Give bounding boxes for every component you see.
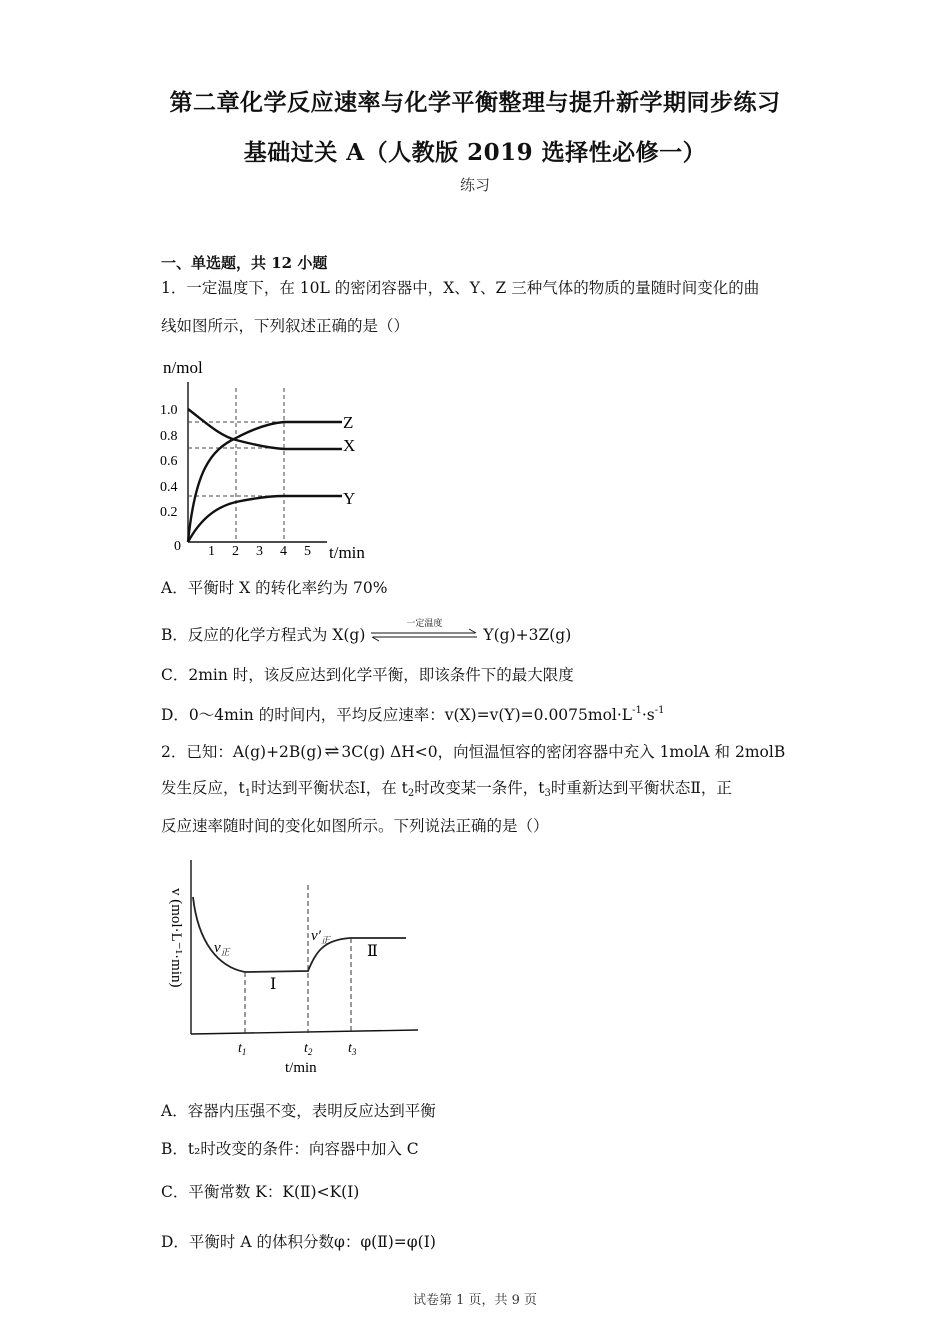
- q2-text: 时改变某一条件，t: [414, 779, 545, 797]
- q2-t3: $t_3$: [348, 1041, 357, 1057]
- page-footer: 试卷第 1 页，共 9 页: [412, 1293, 538, 1308]
- q1-origin: 0: [174, 539, 181, 554]
- q1-label-x: X: [343, 436, 356, 455]
- q1-option-b: [161, 619, 572, 644]
- q1-option-a: A．平衡时 X 的转化率约为 70%: [161, 579, 388, 597]
- q1-option-d-text: D．0～4min 的时间内，平均反应速率：v(X)=v(Y)=0.0075mol·L: [161, 706, 633, 724]
- q2-region-1: Ⅰ: [270, 976, 277, 993]
- q1-xtick: 5: [304, 544, 311, 559]
- q1-option-d-sup: -1: [632, 705, 642, 716]
- q2-option-a: A．容器内压强不变，表明反应达到平衡: [161, 1102, 436, 1120]
- q1-ytick: 0.6: [160, 454, 178, 469]
- q1-option-d-sup: -1: [654, 705, 665, 716]
- q1-label-z: Z: [343, 413, 354, 432]
- q1-option-d-mid: ·s: [641, 706, 655, 724]
- page-title-line2: 基础过关 A（人教版 2019 选择性必修一）: [243, 139, 707, 166]
- q1-ytick: 0.8: [160, 429, 178, 444]
- q2-t1: $t_1$: [238, 1041, 247, 1057]
- q2-stem-line2: [161, 781, 732, 799]
- q1-eq-arrow: [369, 619, 479, 644]
- equilibrium-arrow-icon: ⇌: [324, 741, 340, 762]
- q2-figure: [158, 852, 418, 1082]
- q2-rate-curve: [193, 897, 406, 972]
- q2-t2: $t_2$: [304, 1041, 313, 1057]
- q1-ylabel: n/mol: [163, 358, 203, 377]
- q2-option-b: B．t₂时改变的条件：向容器中加入 C: [161, 1140, 419, 1158]
- q2-option-d: D．平衡时 A 的体积分数φ：φ(Ⅱ)=φ(Ⅰ): [161, 1233, 436, 1251]
- q2-sub: 2: [407, 788, 415, 799]
- q1-xtick: 4: [280, 544, 287, 559]
- q2-stem-line3: 反应速率随时间的变化如图所示。下列说法正确的是（）: [161, 817, 549, 835]
- q2-stem-rest: 3C(g) ΔH<0，向恒温恒容的密闭容器中充入 1molA 和 2molB: [341, 743, 786, 761]
- page-subtitle: 练习: [459, 176, 490, 194]
- section-heading: 一、单选题，共 12 小题: [161, 254, 328, 272]
- q1-stem-line1: 1．一定温度下，在 10L 的密闭容器中，X、Y、Z 三种气体的物质的量随时间变化的曲: [161, 279, 760, 297]
- q1-option-b-suffix: Y(g)+3Z(g): [483, 626, 572, 644]
- q2-sub: 3: [544, 788, 551, 799]
- q2-v-label: $v_正$: [214, 940, 230, 957]
- reversible-arrow-icon: [369, 624, 479, 644]
- q1-eq-arrow-label: 一定温度: [406, 619, 443, 629]
- q2-v-prime-label: $v'_正$: [311, 928, 330, 945]
- q1-xtick: 2: [232, 544, 239, 559]
- q1-xtick: 3: [256, 544, 263, 559]
- q2-ylabel: v (mol·L⁻¹·min): [168, 888, 184, 988]
- q1-ytick: 0.2: [160, 505, 178, 520]
- q1-stem-line2: 线如图所示，下列叙述正确的是（）: [161, 317, 410, 335]
- q2-stem-line1: [161, 743, 785, 761]
- page-title-line1: 第二章化学反应速率与化学平衡整理与提升新学期同步练习: [169, 89, 781, 116]
- q2-region-2: Ⅱ: [367, 943, 378, 960]
- q1-option-b-prefix: B．反应的化学方程式为 X(g): [161, 626, 366, 644]
- q2-text: 时重新达到平衡状态Ⅱ，正: [550, 779, 732, 797]
- q2-option-c: C．平衡常数 K：K(Ⅱ)<K(Ⅰ): [161, 1183, 360, 1201]
- q1-ytick: 0.4: [160, 480, 178, 495]
- q2-xlabel: t/min: [285, 1060, 317, 1076]
- q1-option-c: C．2min 时，该反应达到化学平衡，即该条件下的最大限度: [161, 666, 574, 684]
- q1-curve-z: [188, 422, 342, 542]
- q1-option-d: [161, 706, 665, 724]
- q1-curve-x: [188, 409, 342, 449]
- q2-x-axis: [191, 1030, 418, 1034]
- q1-curve-y: [188, 496, 342, 542]
- q1-xtick: 1: [208, 544, 215, 559]
- q2-sub: 1: [244, 788, 252, 799]
- q2-text: 发生反应，t: [161, 779, 245, 797]
- q1-figure: [155, 352, 385, 567]
- q1-ytick: 1.0: [160, 403, 178, 418]
- q2-stem-prefix: 2．已知：A(g)+2B(g): [161, 743, 323, 761]
- q2-text: 时达到平衡状态Ⅰ，在 t: [251, 779, 408, 797]
- q1-xlabel: t/min: [329, 543, 365, 562]
- q1-label-y: Y: [343, 489, 356, 508]
